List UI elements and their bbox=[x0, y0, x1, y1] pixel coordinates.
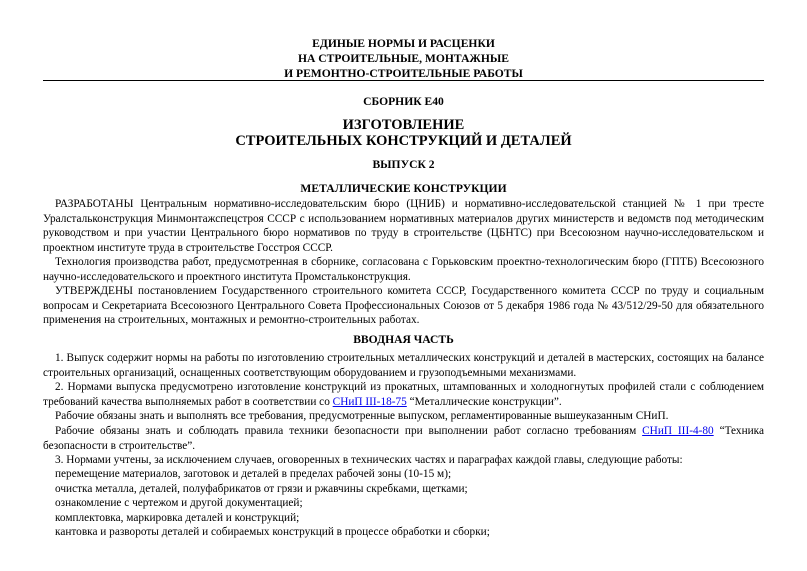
paragraph-4-text: Рабочие обязаны знать и соблюдать правила техники безопасности при выполнении работ согласно требованиям bbox=[55, 425, 643, 437]
list-item: кантовка и развороты деталей и собираемых конструкций в процессе обработки и сборки; bbox=[55, 526, 490, 538]
section-title: МЕТАЛЛИЧЕСКИЕ КОНСТРУКЦИИ bbox=[300, 182, 507, 195]
issue-title: ВЫПУСК 2 bbox=[372, 158, 435, 171]
header-divider bbox=[43, 80, 764, 81]
intro-heading: ВВОДНАЯ ЧАСТЬ bbox=[353, 333, 454, 346]
list-item: перемещение материалов, заготовок и деталей в пределах рабочей зоны (10-15 м); bbox=[55, 468, 452, 480]
snip-iii-18-75-link[interactable]: СНиП III-18-75 bbox=[332, 395, 407, 408]
header-line-3: И РЕМОНТНО-СТРОИТЕЛЬНЫЕ РАБОТЫ bbox=[284, 67, 523, 80]
paragraph-2 bbox=[43, 380, 764, 409]
list-item: очистка металла, деталей, полуфабрикатов от грязи и ржавчины скребками, щетками; bbox=[55, 483, 468, 495]
paragraph-3: Рабочие обязаны знать и выполнять все требования, предусмотренные выпуском, регламентированные вышеуказанным СНиП. bbox=[55, 410, 669, 422]
paragraph-2-tail: “Металлические конструкции”. bbox=[406, 395, 562, 408]
paragraph-1: 1. Выпуск содержит нормы на работы по изготовлению строительных металлических конструкций и деталей в мастерских, состоящих на балансе строительных организаций, оснащенных соответствующим оборудованием и грузоподъемными механизмами. bbox=[43, 352, 764, 379]
paragraph-5: 3. Нормами учтены, за исключением случаев, оговоренных в технических частях и параграфах каждой главы, следующие работы: bbox=[55, 454, 683, 466]
main-title-line-1: ИЗГОТОВЛЕНИЕ bbox=[342, 117, 465, 133]
technology-paragraph: Технология производства работ, предусмотренная в сборнике, согласована с Горьковским проектно-технологическим бюро (ГПТБ) Всесоюзного научно-исследовательского и проектного института Промстальконструкция. bbox=[43, 256, 764, 283]
developed-paragraph: РАЗРАБОТАНЫ Центральным нормативно-исследовательским бюро (ЦНИБ) и нормативно-исследовательской станцией № 1 при тресте Уралстальконструкция Минмонтажспецстроя СССР с использованием нормативных материалов других министерств и ведомств под методическим руководством и при участии Центрального бюро нормативов по труду в строительстве (ЦБНТС) при Всесоюзном научно-исследовательском и проектном институте труда в строительстве Госстроя СССР. bbox=[43, 198, 764, 254]
approved-paragraph: УТВЕРЖДЕНЫ постановлением Государственного строительного комитета СССР, Государственного комитета СССР по труду и социальным вопросам и Секретариата Всесоюзного Центрального Совета Профессиональных Союзов от 5 декабря 1986 года № 43/512/29-50 для обязательного применения на строительных, монтажных и ремонтно-строительных работах. bbox=[43, 285, 764, 327]
snip-iii-4-80-link[interactable]: СНиП III-4-80 bbox=[642, 425, 714, 437]
paragraph-4 bbox=[43, 424, 764, 453]
header-line-2: НА СТРОИТЕЛЬНЫЕ, МОНТАЖНЫЕ bbox=[297, 52, 510, 65]
collection-title: СБОРНИК Е40 bbox=[363, 95, 444, 108]
list-item: ознакомление с чертежом и другой документацией; bbox=[55, 497, 303, 509]
list-item: комплектовка, маркировка деталей и конструкций; bbox=[55, 512, 300, 524]
main-title-line-2: СТРОИТЕЛЬНЫХ КОНСТРУКЦИЙ И ДЕТАЛЕЙ bbox=[235, 133, 572, 149]
header-line-1: ЕДИНЫЕ НОРМЫ И РАСЦЕНКИ bbox=[312, 37, 495, 50]
paragraph-4-tail: “Техника безопасности в строительстве”. bbox=[43, 425, 764, 452]
paragraph-2-text: 2. Нормами выпуска предусмотрено изготовление конструкций из прокатных, штампованных и холодногнутых профилей стали с соблюдением требований качества выполняемых работ в соответствии со bbox=[43, 381, 764, 408]
